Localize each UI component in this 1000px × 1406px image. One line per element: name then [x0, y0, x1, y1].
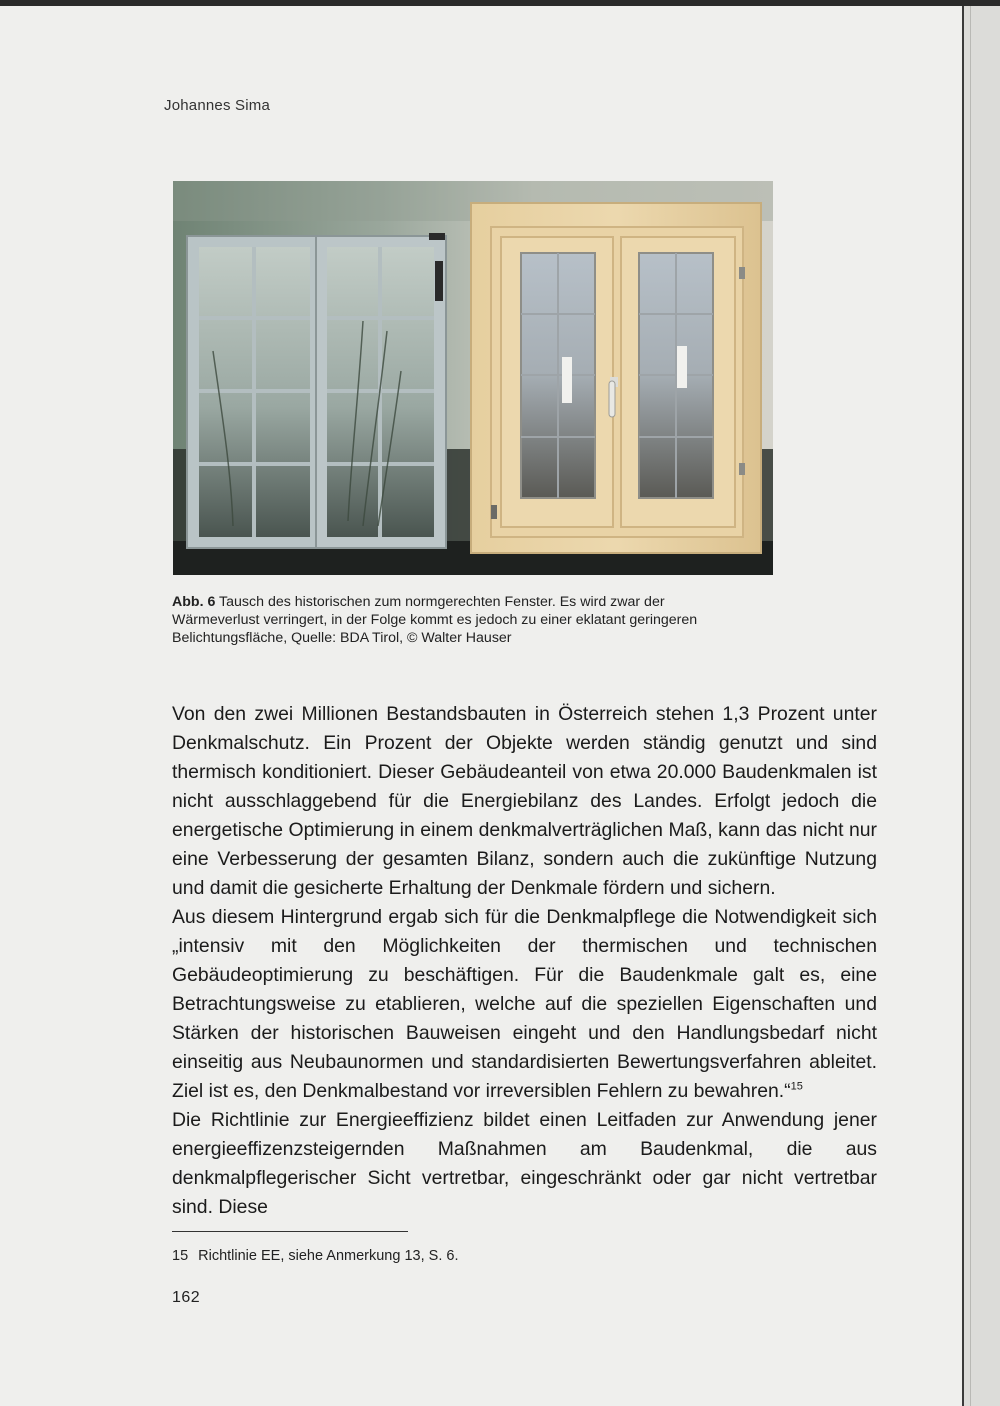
figure-photo-windows: [173, 181, 773, 575]
footnote-text: Richtlinie EE, siehe Anmerkung 13, S. 6.: [198, 1248, 459, 1264]
footnote-reference[interactable]: 15: [790, 1080, 803, 1093]
old-window-right-sash: [316, 233, 446, 548]
page-edge-line: [962, 6, 964, 1406]
paragraph-2-text: Aus diesem Hintergrund ergab sich für die Denkmalpflege die Notwendigkeit sich „intensiv mit den Möglichkeiten der thermischen und technischen Gebäudeoptimierung zu beschäftigen. Für die Baudenkmale galt es, eine Betrachtungsweise zu etablieren, welche auf die speziellen Eigenschaften und Stärken der historischen Bauweisen eingeht und den Handlungsbedarf nicht einseitig aus Neubaunormen und standardisierten Bewertungsverfahren ableitet. Ziel ist es, den Denkmalbestand vor irreversiblen Fehlern zu bewahren.“: [172, 906, 877, 1102]
paragraph-1: Von den zwei Millionen Bestandsbauten in Österreich stehen 1,3 Prozent unter Denkmalschutz. Ein Prozent der Objekte werden ständig genutzt und sind thermisch konditioniert. Dieser Gebäudeanteil von etwa 20.000 Baudenkmalen ist nicht ausschlaggebend für die Energiebilanz des Landes. Erfolgt jedoch die energetische Optimierung in einem denkmalverträglichen Maß, kann das nicht nur eine Verbesserung der gesamten Bilanz, sondern auch die zukünftige Nutzung und damit die gesicherte Erhaltung der Denkmale fördern und sichern.: [172, 703, 877, 899]
page-number: 162: [172, 1289, 201, 1306]
running-head-author: Johannes Sima: [164, 97, 270, 114]
footnote-number: 15: [172, 1248, 189, 1264]
paragraph-2: [172, 903, 877, 1106]
page-edge-line-secondary: [970, 6, 971, 1406]
footnote-divider: [172, 1231, 408, 1232]
old-window-left-sash: [187, 236, 322, 548]
new-window-wood-frame: [471, 203, 761, 553]
figure-caption-line-3: Belichtungsfläche, Quelle: BDA Tirol, © Walter Hauser: [172, 630, 512, 646]
footnote: [172, 1248, 458, 1264]
figure-caption-line-2: Wärmeverlust verringert, in der Folge kommt es jedoch zu einer eklatant geringeren: [172, 612, 698, 628]
figure-label: Abb. 6: [172, 594, 216, 610]
figure-caption-line-1: Tausch des historischen zum normgerechten Fenster. Es wird zwar der: [219, 594, 665, 610]
figure-caption: [172, 593, 782, 647]
paragraph-3: Die Richtlinie zur Energieeffizienz bildet einen Leitfaden zur Anwendung jener energieeffizenzsteigernden Maßnahmen am Baudenkmal, die aus denkmalpflegerischer Sicht vertretbar, eingeschränkt oder gar nicht vertretbar sind. Diese: [172, 1109, 877, 1218]
body-text: [172, 700, 877, 1222]
window-photo-illustration: [173, 181, 773, 575]
book-gutter-edge: [962, 6, 1000, 1406]
